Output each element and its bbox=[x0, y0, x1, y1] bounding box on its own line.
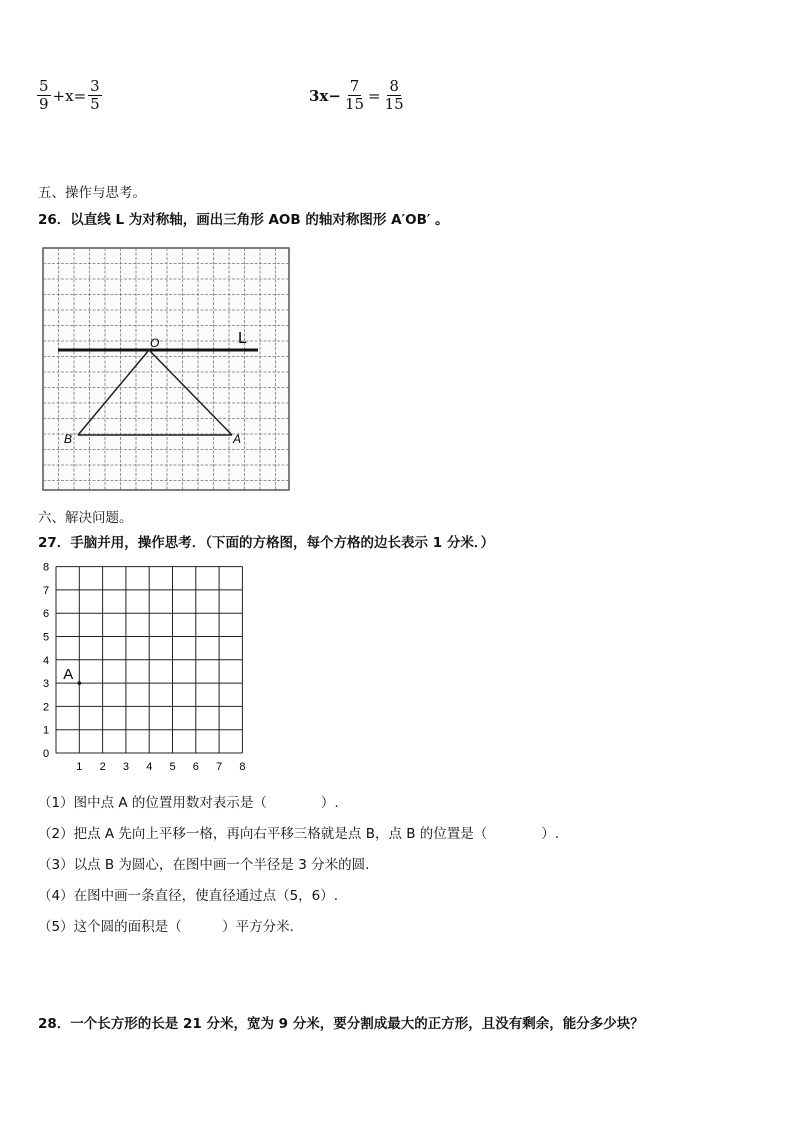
x-axis-tick-label: 3 bbox=[122, 761, 130, 773]
label-A: A bbox=[233, 432, 242, 446]
point-A-label: A bbox=[63, 666, 74, 684]
label-O: O bbox=[150, 336, 160, 350]
fraction: $\frac{5}{9}$ bbox=[39, 77, 49, 113]
q27-subquestion-3: （3）以点 B 为圆心，在图中画一个半径是 3 分米的圆. bbox=[38, 857, 370, 873]
y-axis-tick-label: 5 bbox=[43, 631, 50, 644]
equation-operator: +x= bbox=[52, 86, 87, 105]
q27-subquestion-2: （2）把点 A 先向上平移一格，再向右平移三格就是点 B，点 B 的位置是（ ）. bbox=[38, 826, 560, 842]
x-axis-tick-label: 2 bbox=[99, 761, 106, 773]
q27-subquestion-1: （1）图中点 A 的位置用数对表示是（ ）. bbox=[38, 795, 339, 811]
point-A bbox=[78, 681, 82, 685]
grid-frame bbox=[43, 248, 289, 490]
symmetry-grid-figure bbox=[40, 245, 292, 493]
q27-subquestion-4: （4）在图中画一条直径，使直径通过点（5，6）. bbox=[38, 888, 339, 904]
coordinate-axis-labels bbox=[43, 562, 246, 773]
equation-2 bbox=[308, 78, 407, 113]
y-axis-tick-label: 4 bbox=[43, 654, 50, 667]
section-5-title: 五、操作与思考。 bbox=[38, 185, 146, 201]
x-axis-tick-label: 8 bbox=[239, 761, 246, 773]
coordinate-grid-lines bbox=[56, 567, 242, 753]
equation-operator: = bbox=[368, 86, 381, 105]
x-axis-tick-label: 4 bbox=[146, 761, 153, 773]
fraction: $\frac{3}{5}$ bbox=[90, 77, 100, 113]
y-axis-tick-label: 3 bbox=[43, 678, 50, 691]
y-axis-tick-label: 2 bbox=[43, 701, 50, 714]
y-axis-tick-label: 7 bbox=[43, 584, 50, 597]
fraction: $\frac{8}{15}$ bbox=[384, 77, 404, 113]
x-axis-tick-label: 5 bbox=[169, 761, 176, 773]
y-axis-tick-label: 8 bbox=[43, 561, 50, 574]
label-L: L bbox=[238, 330, 247, 347]
fraction: $\frac{7}{15}$ bbox=[344, 77, 365, 113]
y-axis-tick-label: 6 bbox=[43, 608, 50, 621]
x-axis-tick-label: 1 bbox=[76, 761, 83, 773]
coordinate-grid bbox=[34, 560, 256, 775]
question-27-text: 27．手脑并用，操作思考．（下面的方格图，每个方格的边长表示 1 分米．） bbox=[38, 535, 495, 551]
label-B: B bbox=[64, 432, 73, 446]
question-26-text: 26．以直线 L 为对称轴，画出三角形 AOB 的轴对称图形 A′OB′ 。 bbox=[38, 212, 449, 228]
equation-lead: 3x− bbox=[309, 86, 341, 105]
question-28-text: 28．一个长方形的长是 21 分米，宽为 9 分米，要分割成最大的正方形，且没有剩余，能分多少块？ bbox=[38, 1016, 644, 1032]
x-axis-tick-label: 7 bbox=[216, 761, 223, 773]
y-axis-tick-label: 0 bbox=[43, 748, 50, 760]
y-axis-tick-label: 1 bbox=[43, 724, 50, 737]
equation-1 bbox=[36, 78, 103, 113]
q27-subquestion-5: （5）这个圆的面积是（ ）平方分米. bbox=[38, 919, 294, 935]
x-axis-tick-label: 6 bbox=[192, 761, 199, 773]
section-6-title: 六、解决问题。 bbox=[38, 510, 133, 526]
